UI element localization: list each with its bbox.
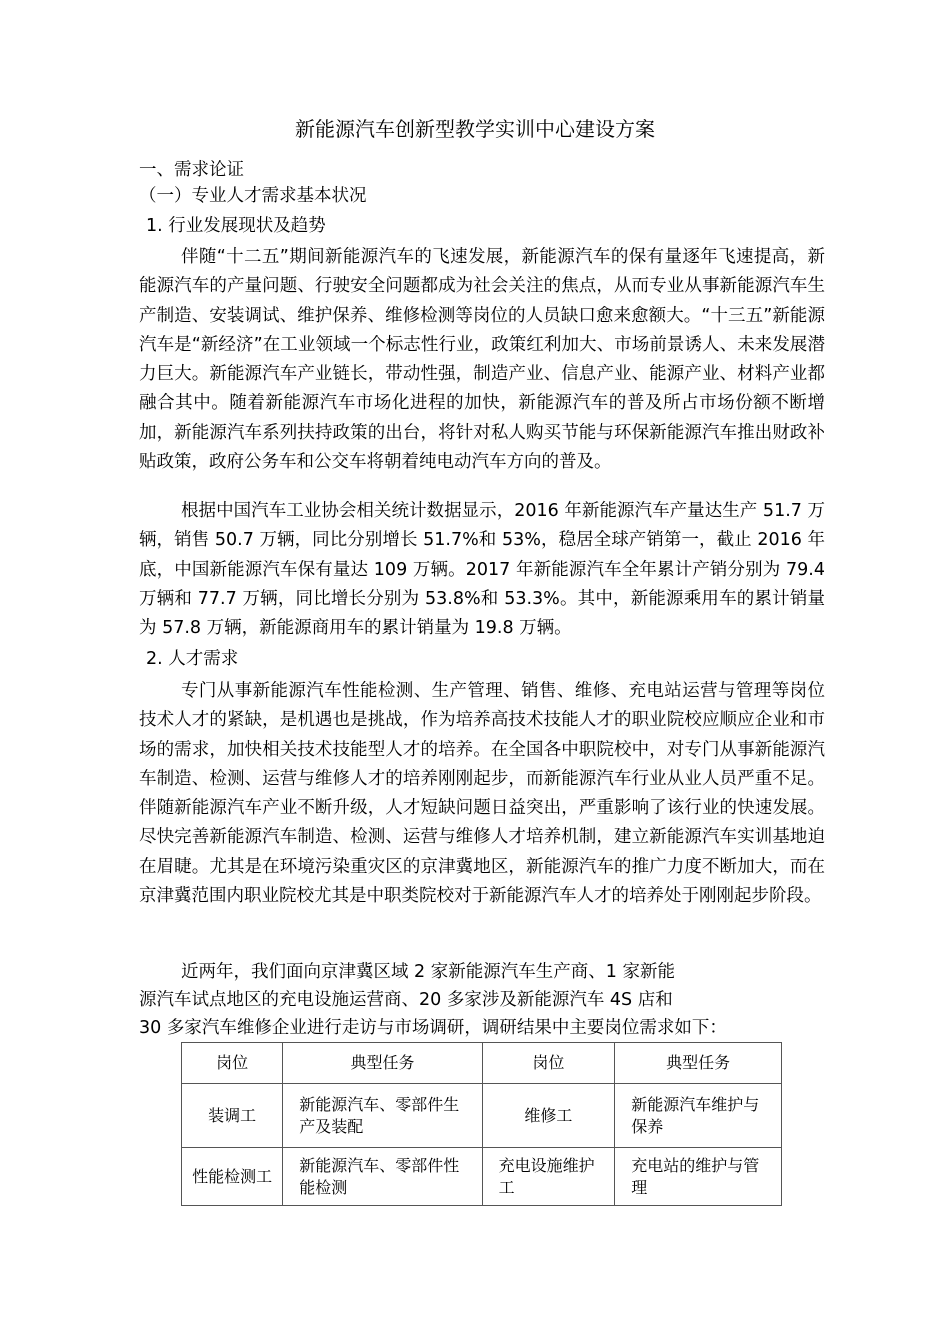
paragraph-survey-line1: 近两年，我们面向京津冀区域 2 家新能源汽车生产商、1 家新能 bbox=[181, 962, 675, 982]
section-heading: 一、需求论证 bbox=[139, 160, 244, 180]
table-row bbox=[182, 1148, 782, 1206]
table-cell-task: 新能源汽车、零部件性能检测 bbox=[283, 1148, 482, 1206]
table-header-cell: 典型任务 bbox=[615, 1043, 782, 1084]
table-cell-position: 维修工 bbox=[482, 1084, 615, 1148]
table-header-row bbox=[182, 1043, 782, 1084]
table-header-cell: 岗位 bbox=[482, 1043, 615, 1084]
paragraph-statistics: 根据中国汽车工业协会相关统计数据显示，2016 年新能源汽车产量达生产 51.7 万辆，销售 50.7 万辆，同比分别增长 51.7%和 53%，稳居全球产销第一，截止 2016 年底，中国新能源汽车保有量达 109 万辆。2017 年新能源汽车全年累计产销分别为 79.4 万辆和 77.7 万辆，同比增长分别为 53.8%和 53.3%。其中，新能源乘用车的累计销量为 57.8 万辆，新能源商用车的累计销量为 19.8 万辆。 bbox=[139, 501, 825, 639]
table-cell-position: 装调工 bbox=[182, 1084, 283, 1148]
table-row bbox=[182, 1084, 782, 1148]
job-demand-table bbox=[181, 1042, 782, 1206]
table-cell-task: 新能源汽车维护与保养 bbox=[615, 1084, 782, 1148]
paragraph-survey-line3: 30 多家汽车维修企业进行走访与市场调研，调研结果中主要岗位需求如下： bbox=[139, 1018, 727, 1038]
item-heading-talent: 2. 人才需求 bbox=[146, 649, 239, 669]
item-heading-industry: 1. 行业发展现状及趋势 bbox=[146, 216, 326, 236]
table-cell-task: 充电站的维护与管理 bbox=[615, 1148, 782, 1206]
subsection-heading: （一）专业人才需求基本状况 bbox=[139, 186, 367, 206]
table-cell-position: 充电设施维护工 bbox=[482, 1148, 615, 1206]
paragraph-talent-demand: 专门从事新能源汽车性能检测、生产管理、销售、维修、充电站运营与管理等岗位技术人才的紧缺，是机遇也是挑战，作为培养高技术技能人才的职业院校应顺应企业和市场的需求，加快相关技术技能型人才的培养。在全国各中职院校中，对专门从事新能源汽车制造、检测、运营与维修人才的培养刚刚起步，而新能源汽车行业从业人员严重不足。伴随新能源汽车产业不断升级，人才短缺问题日益突出，严重影响了该行业的快速发展。尽快完善新能源汽车制造、检测、运营与维修人才培养机制，建立新能源汽车实训基地迫在眉睫。尤其是在环境污染重灾区的京津冀地区，新能源汽车的推广力度不断加大，而在京津冀范围内职业院校尤其是中职类院校对于新能源汽车人才的培养处于刚刚起步阶段。 bbox=[139, 681, 825, 907]
paragraph-industry-development: 伴随“十二五”期间新能源汽车的飞速发展，新能源汽车的保有量逐年飞速提高，新能源汽车的产量问题、行驶安全问题都成为社会关注的焦点，从而专业从事新能源汽车生产制造、安装调试、维护保养、维修检测等岗位的人员缺口愈来愈额大。“十三五”新能源汽车是“新经济”在工业领域一个标志性行业，政策红利加大、市场前景诱人、未来发展潜力巨大。新能源汽车产业链长，带动性强，制造产业、信息产业、能源产业、材料产业都融合其中。随着新能源汽车市场化进程的加快，新能源汽车的普及所占市场份额不断增加，新能源汽车系列扶持政策的出台，将针对私人购买节能与环保新能源汽车推出财政补贴政策，政府公务车和公交车将朝着纯电动汽车方向的普及。 bbox=[139, 247, 825, 473]
document-title: 新能源汽车创新型教学实训中心建设方案 bbox=[295, 117, 655, 141]
table-cell-position: 性能检测工 bbox=[182, 1148, 283, 1206]
table-header-cell: 典型任务 bbox=[283, 1043, 482, 1084]
table-cell-task: 新能源汽车、零部件生产及装配 bbox=[283, 1084, 482, 1148]
table-header-cell: 岗位 bbox=[182, 1043, 283, 1084]
paragraph-survey-line2: 源汽车试点地区的充电设施运营商、20 多家涉及新能源汽车 4S 店和 bbox=[139, 990, 673, 1010]
